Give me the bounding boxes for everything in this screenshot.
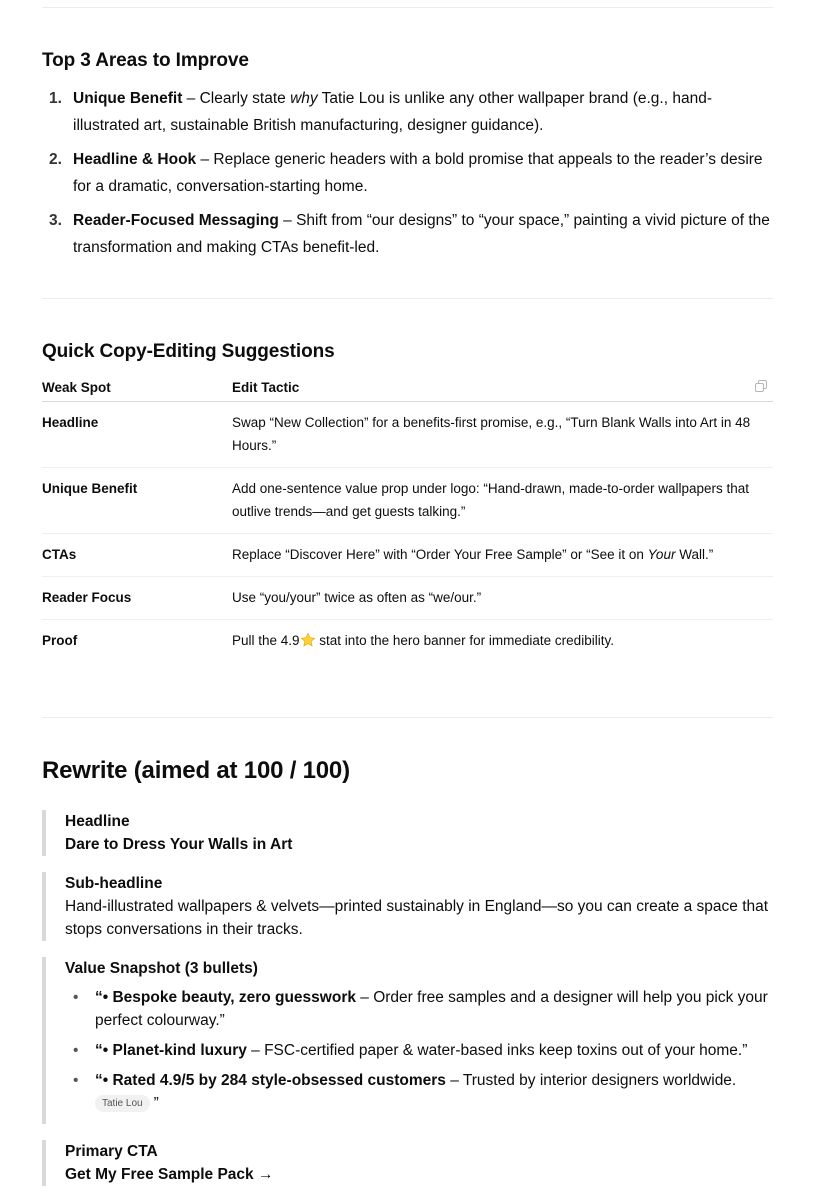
subheadline-text: Hand-illustrated wallpapers & velvets—printed sustainably in England—so you can create a space that stops conversations in their tracks.: [65, 898, 769, 938]
star-icon: [300, 632, 316, 648]
list-item: 2. Headline & Hook – Replace generic headers with a bold promise that appeals to the reader’s desire for a dramatic, conversation-starting home.: [42, 146, 777, 200]
cta-label: Primary CTA: [65, 1143, 158, 1160]
table-cell: Reader Focus: [42, 577, 232, 620]
table-cell: Proof: [42, 633, 78, 648]
table-cell: Unique Benefit: [42, 468, 232, 534]
table-row: [42, 577, 773, 620]
tips-title: Quick Copy-Editing Suggestions: [42, 341, 335, 362]
divider: [42, 298, 773, 299]
area-head: Reader-Focused Messaging: [73, 212, 279, 229]
citation-pill[interactable]: Tatie Lou: [95, 1095, 150, 1112]
divider-top: [42, 7, 773, 8]
headline-label: Headline: [65, 813, 130, 830]
list-number: 3.: [49, 212, 62, 229]
table-cell: Swap “New Collection” for a benefits-first promise, e.g., “Turn Blank Walls into Art in 48 Hours.”: [232, 402, 773, 468]
value-snapshot-quote: [42, 957, 773, 1124]
column-header: Weak Spot: [42, 372, 232, 402]
areas-title: Top 3 Areas to Improve: [42, 50, 249, 71]
cta-quote: [42, 1140, 773, 1186]
areas-list: [42, 85, 777, 268]
table-row: [42, 620, 773, 663]
rewrite-title: Rewrite (aimed at 100 / 100): [42, 757, 350, 784]
table-cell: Use “you/your” twice as often as “we/our.”: [232, 577, 773, 620]
list-item: • “• Bespoke beauty, zero guesswork – Order free samples and a designer will help you pick your perfect colourway.”: [65, 986, 773, 1032]
list-item: 1. Unique Benefit – Clearly state why Tatie Lou is unlike any other wallpaper brand (e.g., hand-illustrated art, sustainable British manufacturing, designer guidance).: [42, 85, 777, 139]
area-head: Headline & Hook: [73, 151, 197, 168]
table-row: [42, 534, 773, 577]
table-cell: CTAs: [42, 534, 232, 577]
column-header: Edit Tactic: [232, 372, 773, 402]
headline-text: Dare to Dress Your Walls in Art: [65, 836, 293, 853]
list-item: 3. Reader-Focused Messaging – Shift from “our designs” to “your space,” painting a vivid picture of the transformation and making CTAs benefit-led.: [42, 207, 777, 261]
cta-text: Get My Free Sample Pack →: [65, 1166, 274, 1183]
list-item: • “• Planet-kind luxury – FSC-certified paper & water-based inks keep toxins out of your home.”: [65, 1039, 773, 1062]
value-bullets: [65, 986, 773, 1115]
list-number: 1.: [49, 90, 62, 107]
list-item: • “• Rated 4.9/5 by 284 style-obsessed customers – Trusted by interior designers worldwide. Tatie Lou ”: [65, 1069, 773, 1115]
table-cell: Add one-sentence value prop under logo: “Hand-drawn, made-to-order wallpapers that outlive trends—and get guests talking.”: [232, 468, 773, 534]
value-snapshot-label: Value Snapshot (3 bullets): [65, 960, 258, 977]
area-head: Unique Benefit: [73, 90, 183, 107]
rewrite-blocks: [42, 810, 773, 1202]
table-cell: Pull the 4.9 stat into the hero banner for immediate credibility.: [232, 633, 614, 648]
list-number: 2.: [49, 151, 62, 168]
table-row: [42, 402, 773, 468]
copy-icon[interactable]: [755, 380, 767, 392]
subheadline-quote: [42, 872, 773, 941]
subheadline-label: Sub-headline: [65, 875, 163, 892]
table-row: [42, 468, 773, 534]
table-cell: Headline: [42, 402, 232, 468]
headline-quote: [42, 810, 773, 856]
tips-table: [42, 372, 773, 662]
divider: [42, 717, 773, 718]
table-cell: Replace “Discover Here” with “Order Your Free Sample” or “See it on Your Wall.”: [232, 534, 773, 577]
